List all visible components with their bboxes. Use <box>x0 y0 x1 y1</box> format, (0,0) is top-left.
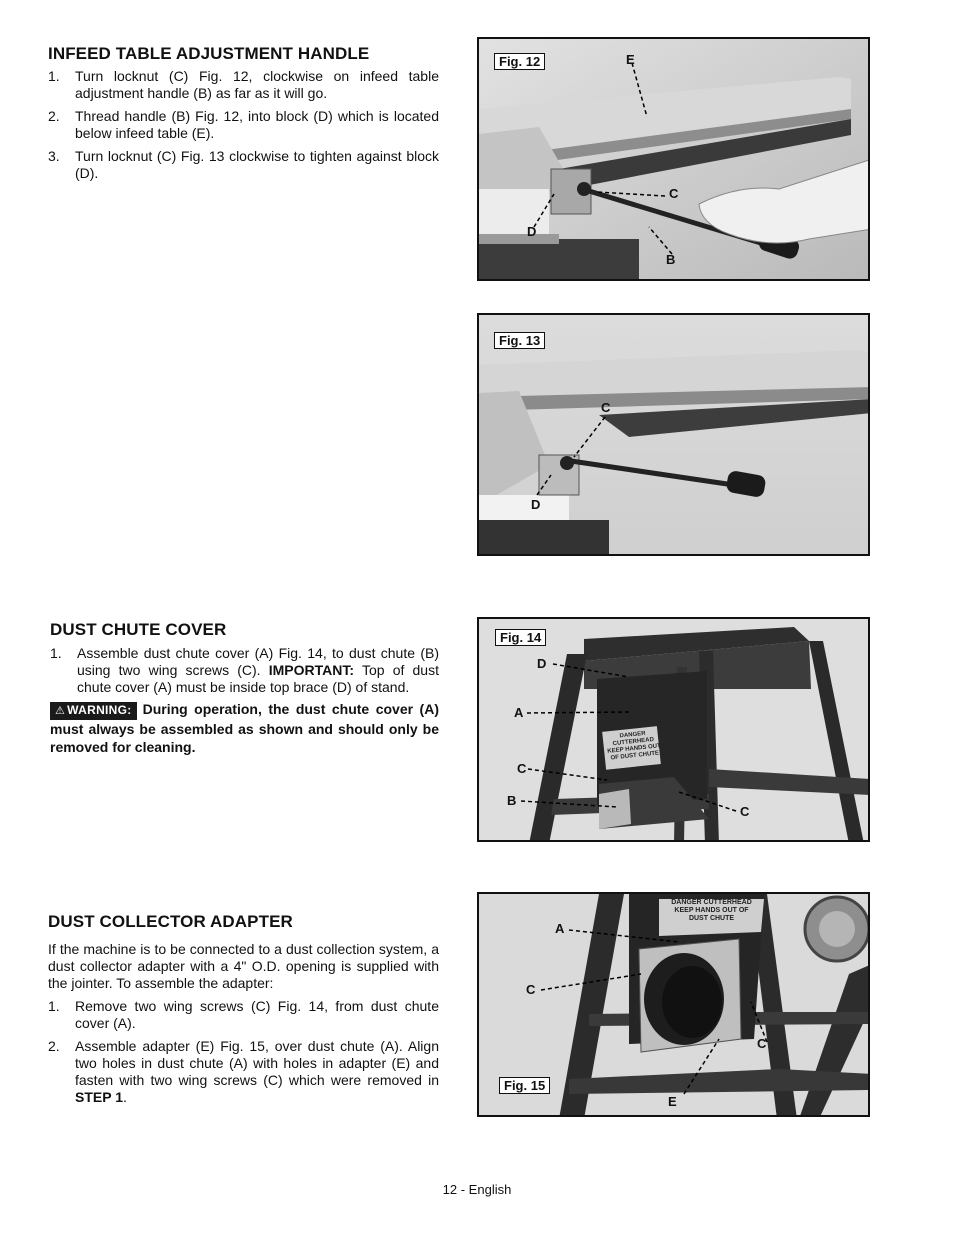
callout-c: C <box>669 186 679 201</box>
list-item: 1. Assemble dust chute cover (A) Fig. 14, to dust chute (B) using two wing screws (C). IMPORTANT: Top of dust chute cover (A) must be inside top brace (D) of stand. <box>50 645 439 695</box>
callout-c: C <box>526 982 536 997</box>
callout-d: D <box>531 497 541 512</box>
figure-12-illustration <box>479 39 870 281</box>
infeed-heading: INFEED TABLE ADJUSTMENT HANDLE <box>48 44 370 63</box>
dust-chute-heading: DUST CHUTE COVER <box>50 620 227 639</box>
dust-chute-section <box>50 620 439 756</box>
callout-b: B <box>666 252 676 267</box>
danger-sticker: DANGER CUTTERHEAD KEEP HANDS OUT OF DUST CHUTE <box>671 899 752 922</box>
adapter-heading: DUST COLLECTOR ADAPTER <box>48 912 293 931</box>
callout-d: D <box>527 224 537 239</box>
callout-d: D <box>537 656 547 671</box>
list-item: 1. Turn locknut (C) Fig. 12, clockwise on infeed table adjustment handle (B) as far as it will go. <box>48 68 439 101</box>
list-item: 3. Turn locknut (C) Fig. 13 clockwise to tighten against block (D). <box>48 148 439 181</box>
figure-13 <box>477 313 870 556</box>
dust-chute-steps <box>50 645 439 696</box>
callout-c: C <box>601 400 611 415</box>
warning-badge: ⚠ WARNING: <box>50 702 137 720</box>
figure-13-label: Fig. 13 <box>494 332 545 349</box>
figure-14-illustration <box>479 619 870 842</box>
infeed-section <box>48 44 439 188</box>
adapter-steps <box>48 998 439 1106</box>
list-item: 2. Thread handle (B) Fig. 12, into block (D) which is located below infeed table (E). <box>48 108 439 141</box>
figure-15-label: Fig. 15 <box>499 1077 550 1094</box>
figure-13-illustration <box>479 315 870 556</box>
callout-c: C <box>757 1036 767 1051</box>
callout-c: C <box>517 761 527 776</box>
figure-14 <box>477 617 870 842</box>
adapter-section <box>48 912 439 1112</box>
danger-sticker: DANGER CUTTERHEAD KEEP HANDS OUT OF DUST CHUTE <box>607 730 662 762</box>
adapter-intro: If the machine is to be connected to a dust collection system, a dust collector adapter with a 4" O.D. opening is supplied with the jointer. To assemble the adapter: <box>48 941 439 991</box>
callout-c: C <box>740 804 750 819</box>
page-footer: 12 - English <box>442 1182 512 1197</box>
figure-12-label: Fig. 12 <box>494 53 545 70</box>
callout-e: E <box>668 1094 677 1109</box>
callout-b: B <box>507 793 517 808</box>
figure-12 <box>477 37 870 281</box>
callout-a: A <box>555 921 565 936</box>
list-item: 2. Assemble adapter (E) Fig. 15, over dust chute (A). Align two holes in dust chute (A) with holes in adapter (E) and fasten with two wing screws (C) which were removed in STEP 1. <box>48 1038 439 1105</box>
callout-a: A <box>514 705 524 720</box>
infeed-steps <box>48 68 439 182</box>
warning-note: ⚠ WARNING: During operation, the dust chute cover (A) must always be assembled as shown and should only be removed for cleaning. <box>50 701 439 755</box>
callout-e: E <box>626 52 635 67</box>
warning-triangle-icon: ⚠ <box>55 705 66 717</box>
figure-15 <box>477 892 870 1117</box>
list-item: 1. Remove two wing screws (C) Fig. 14, from dust chute cover (A). <box>48 998 439 1031</box>
figure-14-label: Fig. 14 <box>495 629 546 646</box>
